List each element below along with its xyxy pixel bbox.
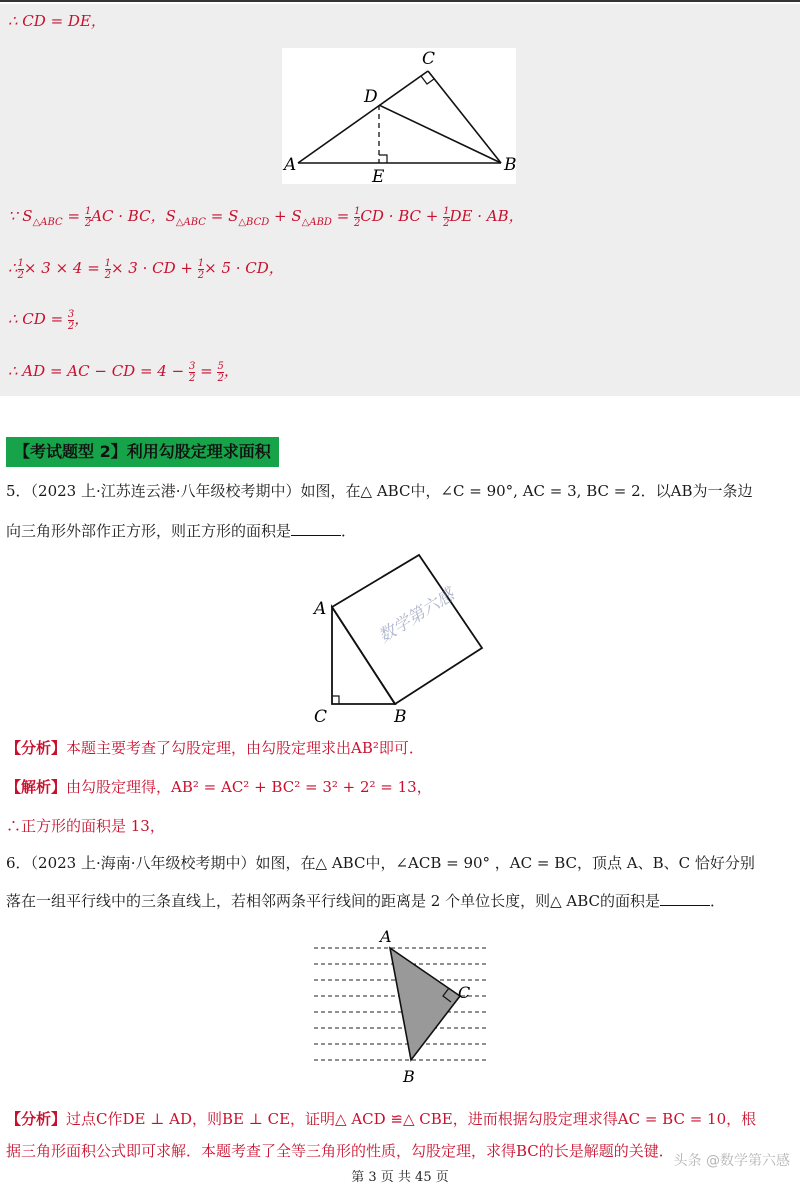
section-title: 【考试题型 2】利用勾股定理求面积 — [6, 437, 279, 467]
top-rule — [0, 0, 800, 2]
figure-2-square — [308, 550, 498, 725]
fig1-label-a: A — [284, 155, 297, 175]
solution-line-5: ∴ AD = AC − CD = 4 − $\frac{3}{2}$ = $\frac{5}{2}$ ， — [8, 360, 239, 384]
q5-answer-blank[interactable] — [291, 521, 341, 536]
figure-2-watermark: 数学第六感 — [375, 585, 458, 648]
solution-line-2: ∵ $S_{\triangle ABC}$ = $\frac{1}{2}$ AC · BC，$S_{\triangle ABC} = S_{\triangle BCD} + S_{\triangle ABD}$ = $\frac{1}{2}$ CD · BC + $\frac{1}{2}$ DE · AB， — [8, 205, 524, 229]
q5-text-line-1: 5．（2023 上·江苏连云港·八年级校考期中）如图，在△ ABC中，∠C = 90°, AC = 3, BC = 2．以AB为一条边 — [6, 482, 753, 500]
q5-text-line-2: 向三角形外部作正方形，则正方形的面积是 ． — [6, 522, 357, 540]
q5-conclusion: ∴正方形的面积是 13， — [6, 817, 165, 835]
fig3-label-a: A — [380, 927, 392, 946]
fig3-label-c: C — [458, 983, 471, 1002]
page-footer: 第 3 页 共 45 页 — [351, 1170, 449, 1185]
fig1-label-c: C — [422, 49, 436, 69]
q5-analysis: 【分析】本题主要考查了勾股定理，由勾股定理求出AB²即可． — [6, 739, 424, 757]
q6-text-line-1: 6．（2023 上·海南·八年级校考期中）如图，在△ ABC中，∠ACB = 90° ，AC = BC，顶点 A、B、C 恰好分别 — [6, 854, 755, 872]
corner-watermark: 头条 @数学第六感 — [673, 1153, 790, 1169]
q6-analysis-line-1: 【分析】过点C作DE ⊥ AD，则BE ⊥ CE，证明△ ACD ≌△ CBE，进而根据勾股定理求得AC = BC = 10，根 — [6, 1110, 757, 1128]
fig1-label-b: B — [504, 155, 516, 175]
q6-answer-blank[interactable] — [660, 891, 710, 906]
q6-analysis-line-2: 据三角形面积公式即可求解．本题考查了全等三角形的性质，勾股定理，求得BC的长是解题的关键． — [6, 1142, 674, 1160]
fig2-label-b: B — [394, 707, 407, 725]
fig2-label-c: C — [314, 707, 328, 725]
fig3-label-b: B — [403, 1067, 415, 1086]
fig1-label-d: D — [364, 87, 378, 107]
figure-3-parallel-lines — [310, 926, 492, 1091]
fig1-label-e: E — [372, 167, 385, 184]
solution-line-3: ∴ $\frac{1}{2}$ × 3 × 4 = $\frac{1}{2}$ × 3 · CD + $\frac{1}{2}$ × 5 · CD， — [8, 257, 284, 281]
figure-1-triangle — [282, 48, 516, 184]
solution-line-1: ∴ CD = DE， — [8, 12, 106, 30]
q6-text-line-2: 落在一组平行线中的三条直线上，若相邻两条平行线间的距离是 2 个单位长度，则△ ABC的面积是 ． — [6, 892, 726, 910]
solution-line-4: ∴ CD = $\frac{3}{2}$ ， — [8, 308, 90, 332]
q5-solution: 【解析】由勾股定理得，AB² = AC² + BC² = 3² + 2² = 13， — [6, 778, 432, 796]
fig2-label-a: A — [314, 599, 327, 619]
